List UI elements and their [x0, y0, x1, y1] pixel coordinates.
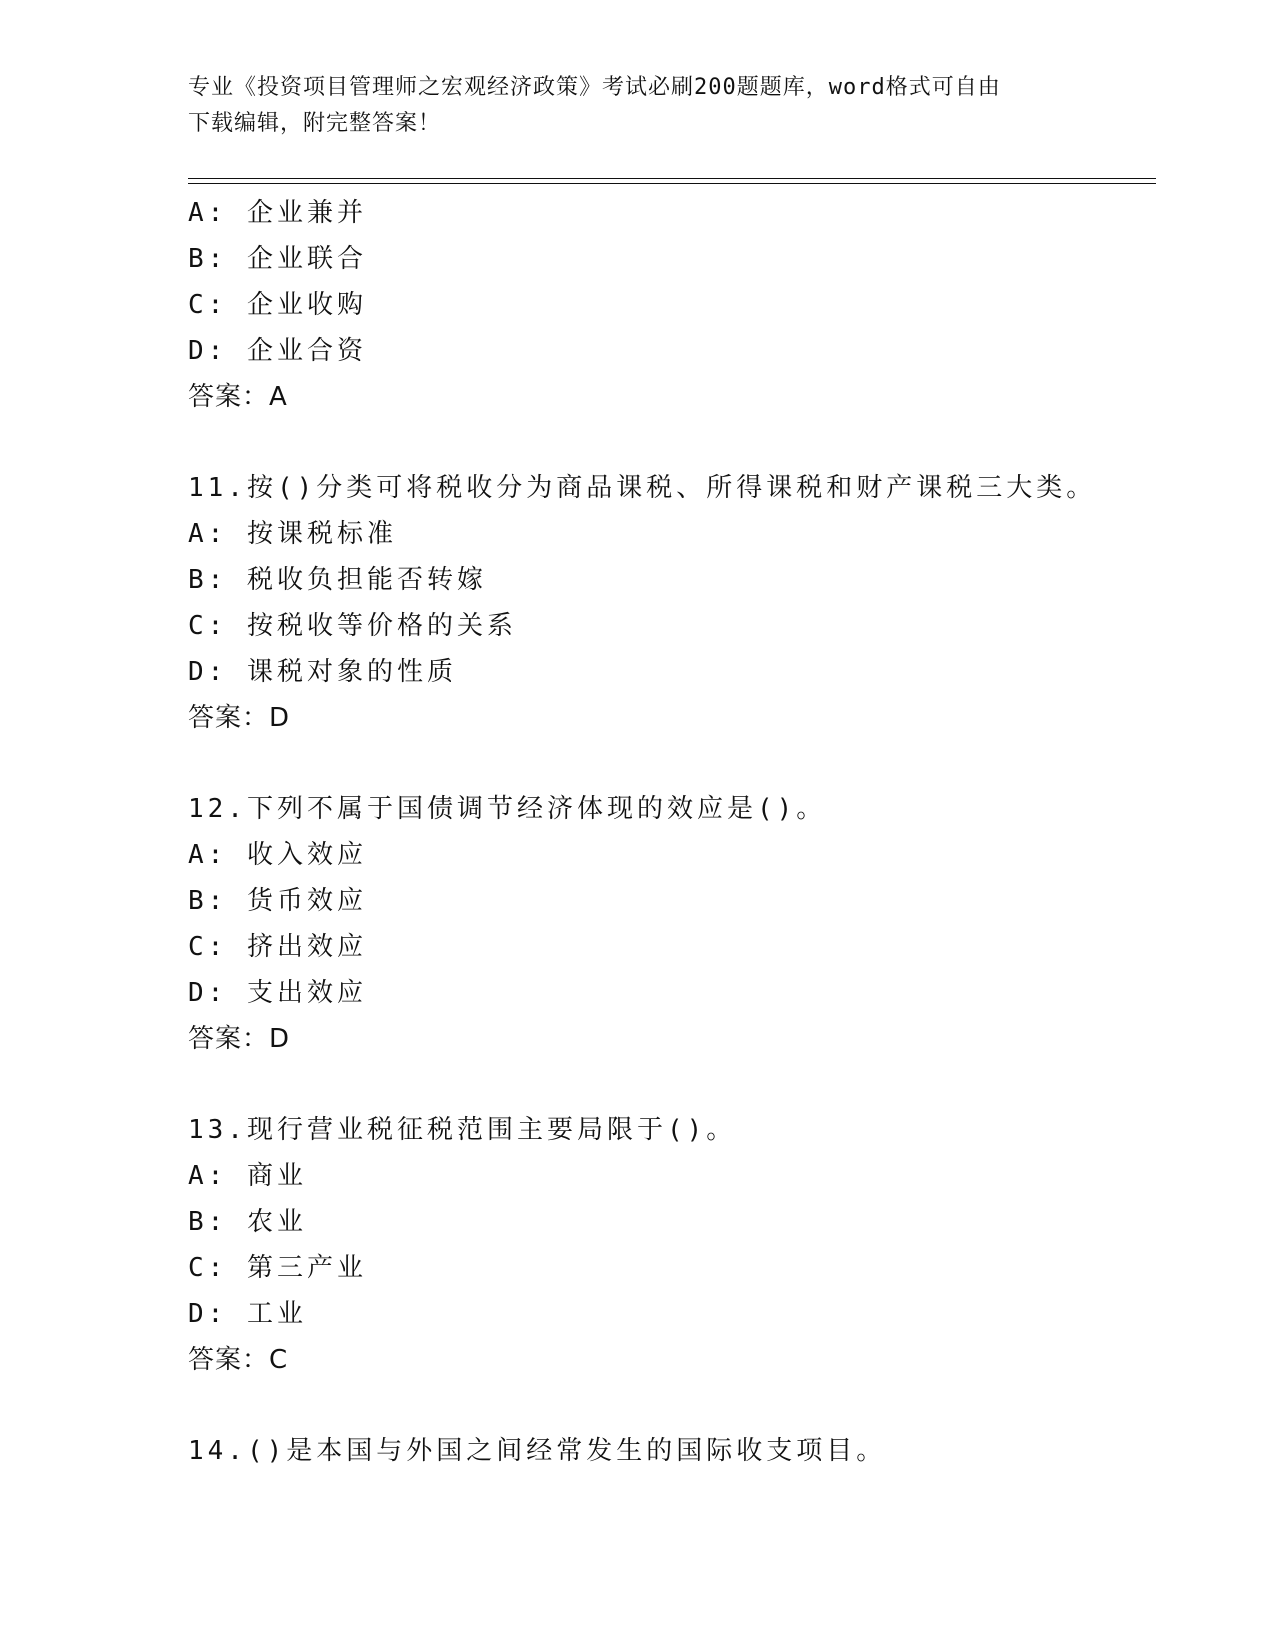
option-a: A: 商业: [188, 1161, 307, 1191]
question-12-block: [188, 786, 1156, 1062]
question-text: 14.()是本国与外国之间经常发生的国际收支项目。: [188, 1436, 887, 1466]
option-c: C: 企业收购: [188, 290, 367, 320]
option-b: B: 农业: [188, 1207, 307, 1237]
answer: 答案：C: [188, 1345, 289, 1375]
option-b: B: 企业联合: [188, 244, 367, 274]
option-a: A: 按课税标准: [188, 519, 397, 549]
answer: 答案：D: [188, 703, 291, 733]
option-c: C: 按税收等价格的关系: [188, 611, 517, 641]
option-d: D: 课税对象的性质: [188, 657, 457, 687]
question-text: 11.按()分类可将税收分为商品课税、所得课税和财产课税三大类。: [188, 473, 1097, 503]
option-b: B: 货币效应: [188, 886, 367, 916]
question-10-block: [188, 190, 1156, 420]
header-divider-bottom: [188, 183, 1156, 184]
question-14-block: [188, 1428, 1156, 1474]
answer: 答案：D: [188, 1024, 291, 1054]
answer: 答案：A: [188, 382, 288, 412]
question-11-block: [188, 465, 1156, 741]
option-d: D: 支出效应: [188, 978, 367, 1008]
header-line-2: 下载编辑，附完整答案！: [188, 111, 442, 136]
question-list: [188, 190, 1156, 1474]
spacer: [188, 1062, 1156, 1107]
option-d: D: 企业合资: [188, 336, 367, 366]
option-c: C: 挤出效应: [188, 932, 367, 962]
document-header: [188, 70, 1088, 142]
option-a: A: 企业兼并: [188, 198, 367, 228]
question-text: 12.下列不属于国债调节经济体现的效应是()。: [188, 794, 827, 824]
header-divider-top: [188, 178, 1156, 179]
option-a: A: 收入效应: [188, 840, 367, 870]
option-b: B: 税收负担能否转嫁: [188, 565, 487, 595]
spacer: [188, 420, 1156, 465]
spacer: [188, 1383, 1156, 1428]
header-line-1: 专业《投资项目管理师之宏观经济政策》考试必刷200题题库，word格式可自由: [188, 75, 1001, 100]
option-d: D: 工业: [188, 1299, 307, 1329]
option-c: C: 第三产业: [188, 1253, 367, 1283]
spacer: [188, 741, 1156, 786]
question-text: 13.现行营业税征税范围主要局限于()。: [188, 1115, 737, 1145]
question-13-block: [188, 1107, 1156, 1383]
